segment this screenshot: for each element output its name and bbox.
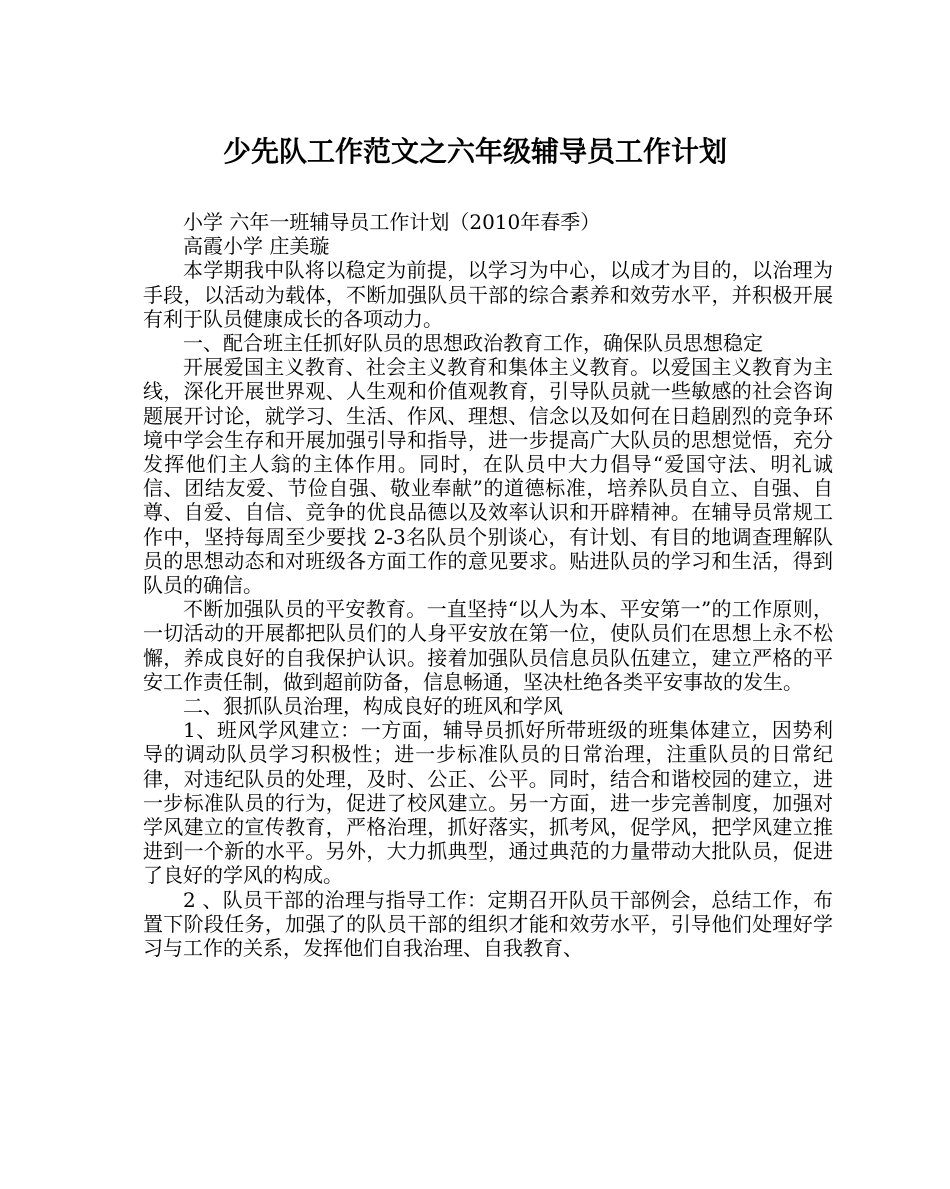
document-title: 少先队工作范文之六年级辅导员工作计划 [222, 135, 727, 168]
paragraph-heading-class: 小学 六年一班辅导员工作计划（2010年春季） [183, 210, 601, 234]
paragraph-author: 高霞小学 庄美璇 [183, 234, 330, 259]
paragraph-intro: 本学期我中队将以稳定为前提，以学习为中心，以成才为目的，以治理为手段，以活动为载体，不断加强队员干部的综合素养和效劳水平，并积极开展有利于队员健康成长的各项动力。 [143, 258, 833, 331]
document-body [143, 210, 833, 960]
paragraph-class-style: 1、班风学风建立：一方面，辅导员抓好所带班级的班集体建立，因势利导的调动队员学习积极性；进一步标准队员的日常治理，注重队员的日常纪律，对违纪队员的处理，及时、公正、公平。同时，结合和谐校园的建立，进一步标准队员的行为，促进了校风建立。另一方面，进一步完善制度，加强对学风建立的宣传教育，严格治理，抓好落实，抓考风，促学风，把学风建立推进到一个新的水平。另外，大力抓典型，通过典范的力量带动大批队员，促进了良好的学风的构成。 [143, 718, 833, 888]
paragraph-section-2-heading: 二、狠抓队员治理，构成良好的班风和学风 [183, 694, 563, 719]
paragraph-cadre-guidance: 2 、队员干部的治理与指导工作：定期召开队员干部例会，总结工作，布置下阶段任务，加强了的队员干部的组织才能和效劳水平，引导他们处理好学习与工作的关系，发挥他们自我治理、自我教育、 [143, 887, 833, 961]
paragraph-patriotic-education: 开展爱国主义教育、社会主义教育和集体主义教育。以爱国主义教育为主线，深化开展世界观、人生观和价值观教育，引导队员就一些敏感的社会咨询题展开讨论，就学习、生活、作风、理想、信念以及如何在日趋剧烈的竞争环境中学会生存和开展加强引导和指导，进一步提高广大队员的思想觉悟，充分发挥他们主人翁的主体作用。同时，在队员中大力倡导“爱国守法、明礼诚信、团结友爱、节俭自强、敬业奉献”的道德标准，培养队员自立、自强、自尊、自爱、自信、竞争的优良品德以及效率认识和开辟精神。在辅导员常规工作中，坚持每周至少要找 2-3名队员个别谈心，有计划、有目的地调查理解队员的思想动态和对班级各方面工作的意见要求。贴进队员的学习和生活，得到队员的确信。 [143, 355, 833, 598]
paragraph-safety-education: 不断加强队员的平安教育。一直坚持“以人为本、平安第一”的工作原则，一切活动的开展都把队员们的人身平安放在第一位，使队员们在思想上永不松懈，养成良好的自我保护认识。接着加强队员信息员队伍建立，建立严格的平安工作责任制，做到超前防备，信息畅通，坚决杜绝各类平安事故的发生。 [143, 597, 833, 694]
paragraph-section-1-heading: 一、配合班主任抓好队员的思想政治教育工作，确保队员思想稳定 [183, 331, 763, 356]
